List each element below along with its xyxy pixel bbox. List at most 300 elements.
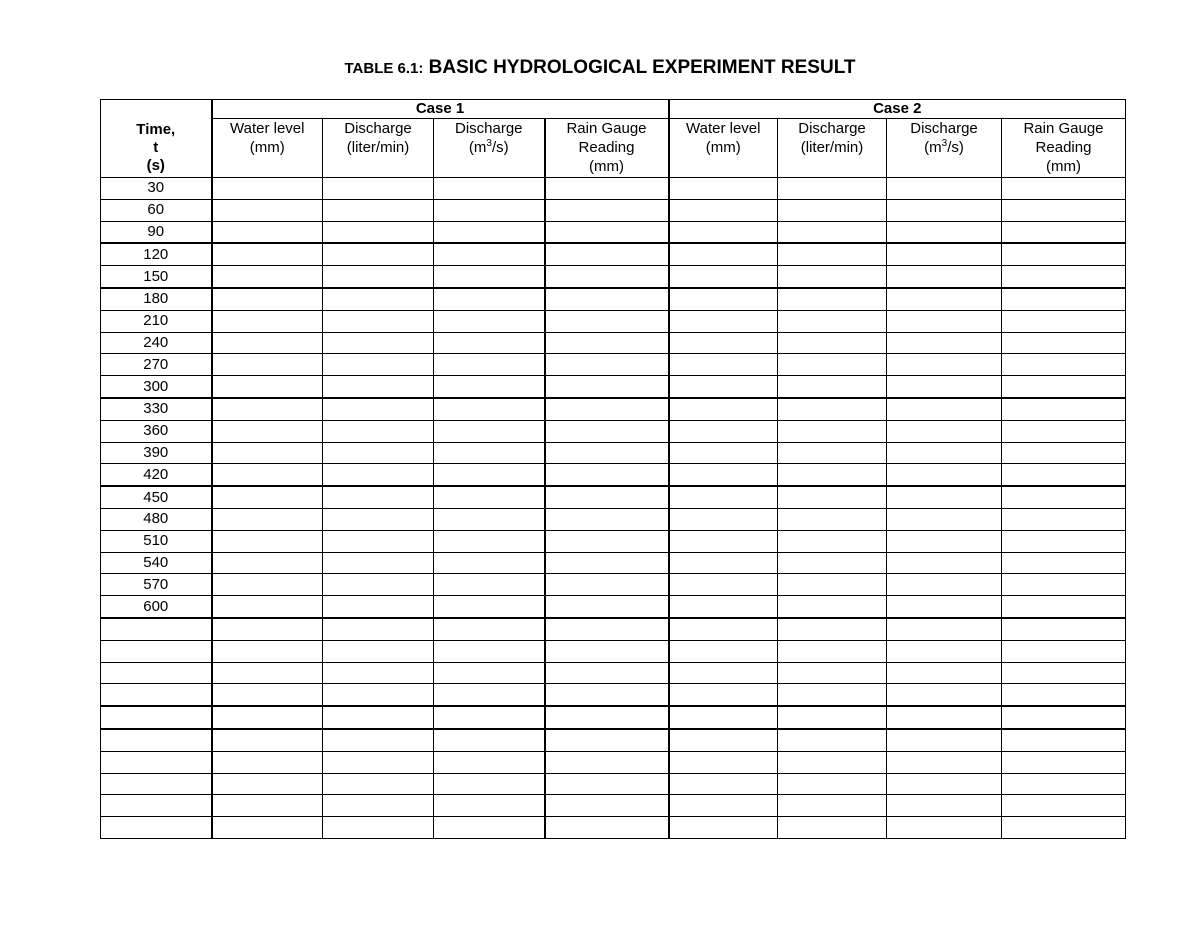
data-cell <box>1002 662 1126 684</box>
data-cell <box>323 817 434 839</box>
data-cell <box>887 729 1002 751</box>
header-line: Discharge <box>344 120 412 137</box>
table-row <box>101 288 1126 310</box>
time-cell: 60 <box>101 199 212 221</box>
table-row <box>101 243 1126 265</box>
unit-base: (m <box>924 139 942 156</box>
data-cell <box>323 773 434 795</box>
data-cell <box>545 706 669 729</box>
data-cell <box>323 464 434 486</box>
case1-discharge-m3s-header <box>434 119 545 178</box>
data-cell <box>778 332 887 354</box>
data-cell <box>1002 751 1126 773</box>
data-cell <box>434 530 545 552</box>
data-cell <box>778 398 887 420</box>
data-cell <box>212 729 323 751</box>
table-row <box>101 266 1126 288</box>
time-cell: 450 <box>101 486 212 508</box>
data-cell <box>545 596 669 618</box>
data-cell <box>434 199 545 221</box>
data-cell <box>778 729 887 751</box>
data-cell <box>434 662 545 684</box>
data-cell <box>545 486 669 508</box>
data-cell <box>212 817 323 839</box>
data-cell <box>1002 266 1126 288</box>
data-cell <box>887 640 1002 662</box>
data-cell <box>1002 332 1126 354</box>
data-cell <box>212 332 323 354</box>
table-row <box>101 398 1126 420</box>
data-cell <box>545 684 669 706</box>
data-cell <box>212 684 323 706</box>
data-cell <box>212 398 323 420</box>
data-cell <box>887 376 1002 398</box>
data-cell <box>1002 420 1126 442</box>
data-cell <box>212 662 323 684</box>
data-cell <box>778 684 887 706</box>
data-cell <box>212 640 323 662</box>
data-cell <box>778 508 887 530</box>
data-cell <box>669 508 778 530</box>
data-cell <box>545 552 669 574</box>
data-cell <box>669 178 778 200</box>
table-row <box>101 221 1126 243</box>
header-line: Reading <box>578 139 635 156</box>
data-cell <box>323 442 434 464</box>
data-cell <box>669 640 778 662</box>
data-cell <box>434 596 545 618</box>
data-cell <box>434 376 545 398</box>
data-cell <box>887 817 1002 839</box>
data-cell <box>1002 243 1126 265</box>
data-cell <box>323 662 434 684</box>
table-row <box>101 596 1126 618</box>
data-cell <box>434 795 545 817</box>
data-cell <box>778 354 887 376</box>
table-row <box>101 773 1126 795</box>
data-cell <box>434 684 545 706</box>
data-cell <box>434 332 545 354</box>
data-cell <box>1002 618 1126 640</box>
data-cell <box>545 354 669 376</box>
data-cell <box>669 596 778 618</box>
data-cell <box>212 288 323 310</box>
data-cell <box>323 221 434 243</box>
data-cell <box>887 221 1002 243</box>
data-cell <box>669 729 778 751</box>
table-row <box>101 464 1126 486</box>
data-cell <box>545 310 669 332</box>
table-row <box>101 199 1126 221</box>
data-cell <box>212 199 323 221</box>
column-header-row <box>101 119 1126 178</box>
data-cell <box>434 420 545 442</box>
time-cell <box>101 640 212 662</box>
table-row <box>101 332 1126 354</box>
data-cell <box>778 662 887 684</box>
time-cell <box>101 684 212 706</box>
data-cell <box>434 486 545 508</box>
data-cell <box>212 420 323 442</box>
table-number: TABLE 6.1: <box>344 60 424 77</box>
data-cell <box>669 376 778 398</box>
data-cell <box>434 221 545 243</box>
data-cell <box>778 288 887 310</box>
data-cell <box>323 596 434 618</box>
data-cell <box>887 288 1002 310</box>
table-row <box>101 574 1126 596</box>
data-cell <box>669 464 778 486</box>
data-cell <box>545 221 669 243</box>
data-cell <box>212 596 323 618</box>
header-line: Rain Gauge <box>566 120 647 137</box>
data-cell <box>212 552 323 574</box>
unit-exponent: 3 <box>486 138 492 149</box>
data-cell <box>545 662 669 684</box>
data-cell <box>434 288 545 310</box>
unit-base: (m <box>468 139 487 156</box>
data-cell <box>1002 376 1126 398</box>
time-cell: 330 <box>101 398 212 420</box>
data-cell <box>323 574 434 596</box>
header-line: (liter/min) <box>800 139 864 156</box>
time-cell <box>101 751 212 773</box>
data-cell <box>778 442 887 464</box>
time-cell <box>101 729 212 751</box>
data-cell <box>545 729 669 751</box>
time-cell: 90 <box>101 221 212 243</box>
data-cell <box>212 178 323 200</box>
data-cell <box>323 310 434 332</box>
table-row <box>101 618 1126 640</box>
time-cell: 150 <box>101 266 212 288</box>
time-cell <box>101 795 212 817</box>
data-cell <box>887 199 1002 221</box>
data-cell <box>778 310 887 332</box>
data-cell <box>669 751 778 773</box>
data-cell <box>434 618 545 640</box>
data-cell <box>1002 640 1126 662</box>
data-cell <box>669 199 778 221</box>
data-cell <box>212 464 323 486</box>
data-cell <box>1002 817 1126 839</box>
data-cell <box>1002 508 1126 530</box>
data-cell <box>323 178 434 200</box>
data-cell <box>212 618 323 640</box>
data-cell <box>323 420 434 442</box>
case2-rain-gauge-header <box>1002 119 1126 178</box>
table-row <box>101 530 1126 552</box>
data-cell <box>545 508 669 530</box>
data-cell <box>323 795 434 817</box>
data-cell <box>778 574 887 596</box>
time-cell: 390 <box>101 442 212 464</box>
table-row <box>101 376 1126 398</box>
data-cell <box>323 199 434 221</box>
data-cell <box>323 243 434 265</box>
data-cell <box>887 618 1002 640</box>
data-cell <box>1002 178 1126 200</box>
table-row <box>101 508 1126 530</box>
data-cell <box>669 354 778 376</box>
data-cell <box>778 751 887 773</box>
data-cell <box>887 332 1002 354</box>
table-row <box>101 729 1126 751</box>
data-cell <box>323 354 434 376</box>
data-cell <box>1002 706 1126 729</box>
time-cell <box>101 662 212 684</box>
data-cell <box>212 266 323 288</box>
time-cell: 180 <box>101 288 212 310</box>
data-cell <box>887 508 1002 530</box>
table-row <box>101 817 1126 839</box>
time-cell <box>101 618 212 640</box>
data-cell <box>434 398 545 420</box>
case1-header: Case 1 <box>212 100 669 119</box>
data-cell <box>545 332 669 354</box>
data-cell <box>887 684 1002 706</box>
data-cell <box>323 486 434 508</box>
data-cell <box>323 751 434 773</box>
data-cell <box>669 530 778 552</box>
data-cell <box>669 574 778 596</box>
data-cell <box>545 398 669 420</box>
data-cell <box>887 310 1002 332</box>
data-cell <box>778 817 887 839</box>
data-cell <box>778 243 887 265</box>
data-cell <box>545 618 669 640</box>
time-header-line: t <box>153 139 159 156</box>
data-cell <box>212 508 323 530</box>
data-cell <box>1002 486 1126 508</box>
data-cell <box>1002 288 1126 310</box>
data-cell <box>434 751 545 773</box>
data-cell <box>323 288 434 310</box>
data-cell <box>323 332 434 354</box>
data-cell <box>434 508 545 530</box>
results-table <box>100 99 1126 839</box>
data-cell <box>545 773 669 795</box>
data-cell <box>323 398 434 420</box>
table-row <box>101 354 1126 376</box>
data-cell <box>669 221 778 243</box>
data-cell <box>887 596 1002 618</box>
data-cell <box>545 442 669 464</box>
time-cell: 30 <box>101 178 212 200</box>
header-line: (liter/min) <box>346 139 410 156</box>
data-cell <box>778 530 887 552</box>
data-cell <box>1002 530 1126 552</box>
data-cell <box>434 266 545 288</box>
data-cell <box>545 574 669 596</box>
data-cell <box>887 178 1002 200</box>
header-line: (mm) <box>1046 158 1081 175</box>
data-cell <box>1002 398 1126 420</box>
data-cell <box>434 310 545 332</box>
data-cell <box>434 243 545 265</box>
data-cell <box>1002 442 1126 464</box>
data-cell <box>434 178 545 200</box>
header-line: (mm) <box>589 158 624 175</box>
data-cell <box>545 795 669 817</box>
data-cell <box>1002 221 1126 243</box>
data-cell <box>212 310 323 332</box>
data-cell <box>545 751 669 773</box>
data-cell <box>778 178 887 200</box>
data-cell <box>434 729 545 751</box>
time-cell: 420 <box>101 464 212 486</box>
time-cell: 360 <box>101 420 212 442</box>
data-cell <box>434 464 545 486</box>
data-cell <box>212 486 323 508</box>
table-row <box>101 178 1126 200</box>
table-row <box>101 310 1126 332</box>
data-cell <box>434 552 545 574</box>
case2-discharge-m3s-header <box>887 119 1002 178</box>
data-cell <box>323 376 434 398</box>
case1-rain-gauge-header <box>545 119 669 178</box>
data-cell <box>887 464 1002 486</box>
data-cell <box>545 178 669 200</box>
data-cell <box>434 817 545 839</box>
data-cell <box>545 420 669 442</box>
table-row <box>101 662 1126 684</box>
data-cell <box>669 243 778 265</box>
unit-rest: /s) <box>491 139 509 156</box>
data-cell <box>434 640 545 662</box>
table-body <box>101 178 1126 839</box>
data-cell <box>323 530 434 552</box>
data-cell <box>887 751 1002 773</box>
data-cell <box>545 464 669 486</box>
case2-water-level-header <box>669 119 778 178</box>
data-cell <box>778 266 887 288</box>
time-header-line: Time, <box>136 121 176 138</box>
table-row <box>101 706 1126 729</box>
data-cell <box>212 795 323 817</box>
data-cell <box>323 266 434 288</box>
data-cell <box>1002 199 1126 221</box>
table-title: BASIC HYDROLOGICAL EXPERIMENT RESULT <box>428 57 856 78</box>
data-cell <box>887 795 1002 817</box>
data-cell <box>212 773 323 795</box>
data-cell <box>778 618 887 640</box>
header-line: Discharge <box>910 120 978 137</box>
table-row <box>101 552 1126 574</box>
data-cell <box>778 773 887 795</box>
header-line: Reading <box>1035 139 1092 156</box>
case1-water-level-header <box>212 119 323 178</box>
header-line: Discharge <box>798 120 866 137</box>
time-cell: 240 <box>101 332 212 354</box>
data-cell <box>669 332 778 354</box>
data-cell <box>887 552 1002 574</box>
header-line <box>434 138 544 157</box>
header-line: Water level <box>686 120 761 137</box>
table-row <box>101 442 1126 464</box>
data-cell <box>669 486 778 508</box>
data-cell <box>887 530 1002 552</box>
data-cell <box>887 662 1002 684</box>
data-cell <box>434 706 545 729</box>
data-cell <box>778 199 887 221</box>
time-cell: 480 <box>101 508 212 530</box>
time-column-header <box>101 100 212 178</box>
data-cell <box>545 266 669 288</box>
data-cell <box>887 773 1002 795</box>
data-cell <box>778 420 887 442</box>
data-cell <box>778 795 887 817</box>
data-cell <box>545 288 669 310</box>
time-cell: 600 <box>101 596 212 618</box>
data-cell <box>1002 596 1126 618</box>
data-cell <box>778 464 887 486</box>
data-cell <box>323 552 434 574</box>
data-cell <box>212 442 323 464</box>
time-cell <box>101 706 212 729</box>
time-cell: 570 <box>101 574 212 596</box>
case-header-row <box>101 100 1126 119</box>
time-cell: 120 <box>101 243 212 265</box>
header-line: Rain Gauge <box>1023 120 1104 137</box>
data-cell <box>669 684 778 706</box>
time-cell: 510 <box>101 530 212 552</box>
data-cell <box>887 420 1002 442</box>
data-cell <box>212 574 323 596</box>
data-cell <box>212 376 323 398</box>
data-cell <box>545 817 669 839</box>
unit-exponent: 3 <box>941 138 948 149</box>
data-cell <box>1002 684 1126 706</box>
data-cell <box>778 596 887 618</box>
header-line <box>887 138 1001 157</box>
data-cell <box>545 530 669 552</box>
data-cell <box>887 442 1002 464</box>
data-cell <box>323 684 434 706</box>
unit-rest: /s) <box>947 139 964 156</box>
data-cell <box>669 795 778 817</box>
data-cell <box>669 398 778 420</box>
data-cell <box>669 442 778 464</box>
data-cell <box>545 376 669 398</box>
data-cell <box>778 221 887 243</box>
data-cell <box>1002 773 1126 795</box>
data-cell <box>434 773 545 795</box>
table-row <box>101 640 1126 662</box>
data-cell <box>323 706 434 729</box>
data-cell <box>212 530 323 552</box>
time-cell: 270 <box>101 354 212 376</box>
page-title <box>0 54 1200 83</box>
data-cell <box>887 266 1002 288</box>
data-cell <box>669 706 778 729</box>
table-row <box>101 795 1126 817</box>
header-line: (mm) <box>249 139 285 156</box>
data-cell <box>778 486 887 508</box>
data-cell <box>669 817 778 839</box>
table-row <box>101 420 1126 442</box>
data-cell <box>323 508 434 530</box>
data-cell <box>1002 552 1126 574</box>
data-cell <box>545 243 669 265</box>
data-cell <box>669 773 778 795</box>
case2-header: Case 2 <box>669 100 1126 119</box>
data-cell <box>212 243 323 265</box>
data-cell <box>434 354 545 376</box>
header-line: Water level <box>230 120 305 137</box>
data-cell <box>778 552 887 574</box>
data-cell <box>887 354 1002 376</box>
